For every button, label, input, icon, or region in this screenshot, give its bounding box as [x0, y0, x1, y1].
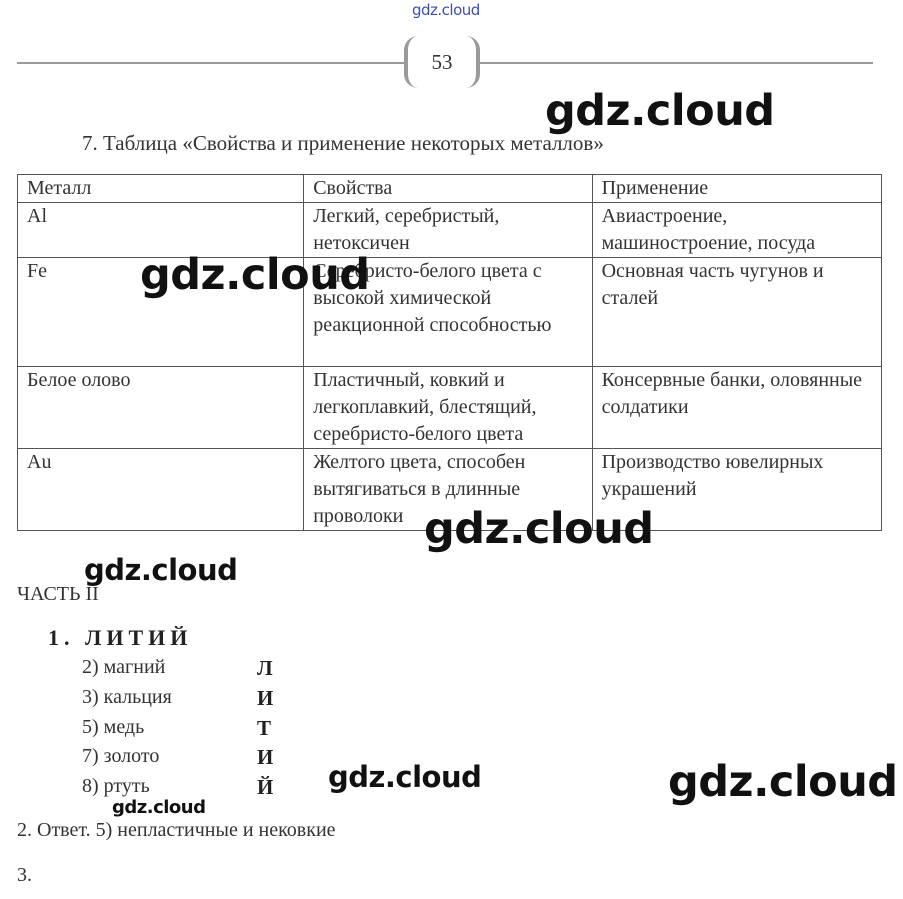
answer-letter: Т: [257, 716, 272, 740]
watermark: gdz.cloud: [424, 504, 654, 554]
header-rule-left: [17, 62, 404, 64]
page-number-text: 53: [431, 49, 453, 74]
list-item: 8) ртуть: [82, 775, 150, 797]
task3-label: 3.: [17, 864, 32, 886]
answer-letter: Л: [257, 656, 273, 680]
answer-letter: Й: [257, 775, 274, 799]
list-item: 5) медь: [82, 716, 145, 738]
table-cell: Производство ювелирных украшений: [592, 449, 881, 531]
table-cell: Пластичный, ковкий и легкоплавкий, блестящий, серебристо-белого цвета: [304, 367, 592, 449]
column-header: Свойства: [304, 175, 592, 203]
table-cell: Консервные банки, оловянные солдатики: [592, 367, 881, 449]
table-cell: Легкий, серебристый, нетоксичен: [304, 203, 592, 258]
list-item: 7) золото: [82, 745, 160, 767]
table-cell: Al: [18, 203, 304, 258]
table-cell: Серебристо-белого цвета с высокой химической реакционной способностью: [304, 258, 592, 367]
column-header: Применение: [592, 175, 881, 203]
table-cell: Белое олово: [18, 367, 304, 449]
table-cell: Основная часть чугунов и сталей: [592, 258, 881, 367]
watermark: gdz.cloud: [668, 757, 898, 807]
table-cell: Fe: [18, 258, 304, 367]
watermark: gdz.cloud: [112, 797, 206, 818]
page-number: [404, 36, 480, 88]
task2-answer: 2. Ответ. 5) непластичные и нековкие: [17, 819, 336, 841]
metals-table: [17, 174, 882, 531]
list-item: 2) магний: [82, 656, 166, 678]
table-cell: Авиастроение, машиностроение, посуда: [592, 203, 881, 258]
watermark: gdz.cloud: [84, 553, 238, 587]
table-header-row: [18, 175, 882, 203]
part2-title: ЧАСТЬ II: [17, 583, 99, 605]
watermark-top: gdz.cloud: [412, 1, 480, 19]
task1-title: 1. ЛИТИЙ: [48, 625, 193, 650]
header-rule-right: [480, 62, 873, 64]
answer-letter: И: [257, 686, 274, 710]
answer-letter: И: [257, 745, 274, 769]
task7-heading: 7. Таблица «Свойства и применение некоторых металлов»: [82, 131, 604, 155]
table-cell: Желтого цвета, способен вытягиваться в длинные проволоки: [304, 449, 592, 531]
column-header: Металл: [18, 175, 304, 203]
watermark: gdz.cloud: [545, 86, 775, 136]
watermark: gdz.cloud: [328, 760, 482, 794]
table-row: [18, 367, 882, 449]
table-cell: Au: [18, 449, 304, 531]
watermark: gdz.cloud: [140, 250, 370, 300]
list-item: 3) кальция: [82, 686, 172, 708]
